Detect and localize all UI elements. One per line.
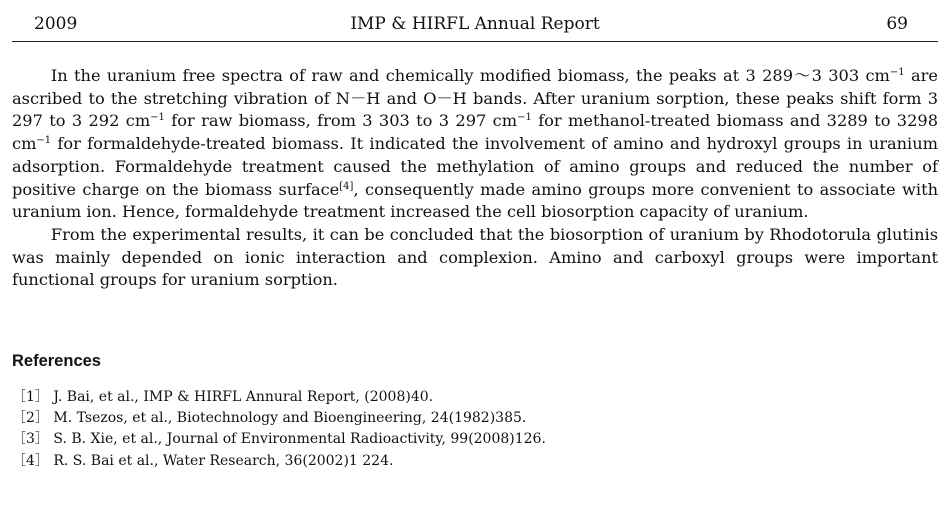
paragraph-2: From the experimental results, it can be concluded that the biosorption of uranium by Rhodotorula glutinis was mainly depended on ionic interaction and complexion. Amino and carboxyl groups were important functional groups for uranium sorption. [12, 224, 938, 290]
header-year: 2009 [34, 14, 78, 34]
references-list [12, 387, 546, 472]
running-header [12, 10, 938, 38]
reference-item: ［1］ J. Bai, et al., IMP & HIRFL Annural Report, (2008)40. [12, 389, 434, 405]
citation-marker: [4] [339, 180, 354, 192]
paragraph-1: In the uranium free spectra of raw and chemically modified biomass, the peaks at 3 289～3 303 $cm^{-1}$ are ascribed to the stretching vibration of N－H and O－H bands. After uranium sorption, these peaks shift form 3 297 to 3 292 $cm^{-1}$ for raw biomass, from 3 303 to 3 297 $cm^{-1}$ for methanol-treated biomass and 3289 to 3298 $cm^{-1}$ for formaldehyde-treated biomass. It indicated the involvement of amino and hydroxyl groups in uranium adsorption. Formaldehyde treatment caused the methylation of amino groups and reduced the number of positive charge on the biomass surface[4], consequently made amino groups more convenient to associate with uranium ion. Hence, formaldehyde treatment increased the cell biosorption capacity of uranium. [12, 66, 939, 222]
page-number: 69 [886, 14, 908, 34]
references-heading: References [12, 352, 101, 370]
header-title: IMP & HIRFL Annual Report [350, 14, 600, 34]
reference-item: ［2］ M. Tsezos, et al., Biotechnology and Bioengineering, 24(1982)385. [12, 410, 527, 427]
header-rule [12, 41, 938, 42]
reference-item: ［4］ R. S. Bai et al., Water Research, 36(2002)1 224. [12, 452, 394, 469]
body-text [12, 65, 938, 292]
reference-item: ［3］ S. B. Xie, et al., Journal of Environmental Radioactivity, 99(2008)126. [12, 431, 546, 448]
